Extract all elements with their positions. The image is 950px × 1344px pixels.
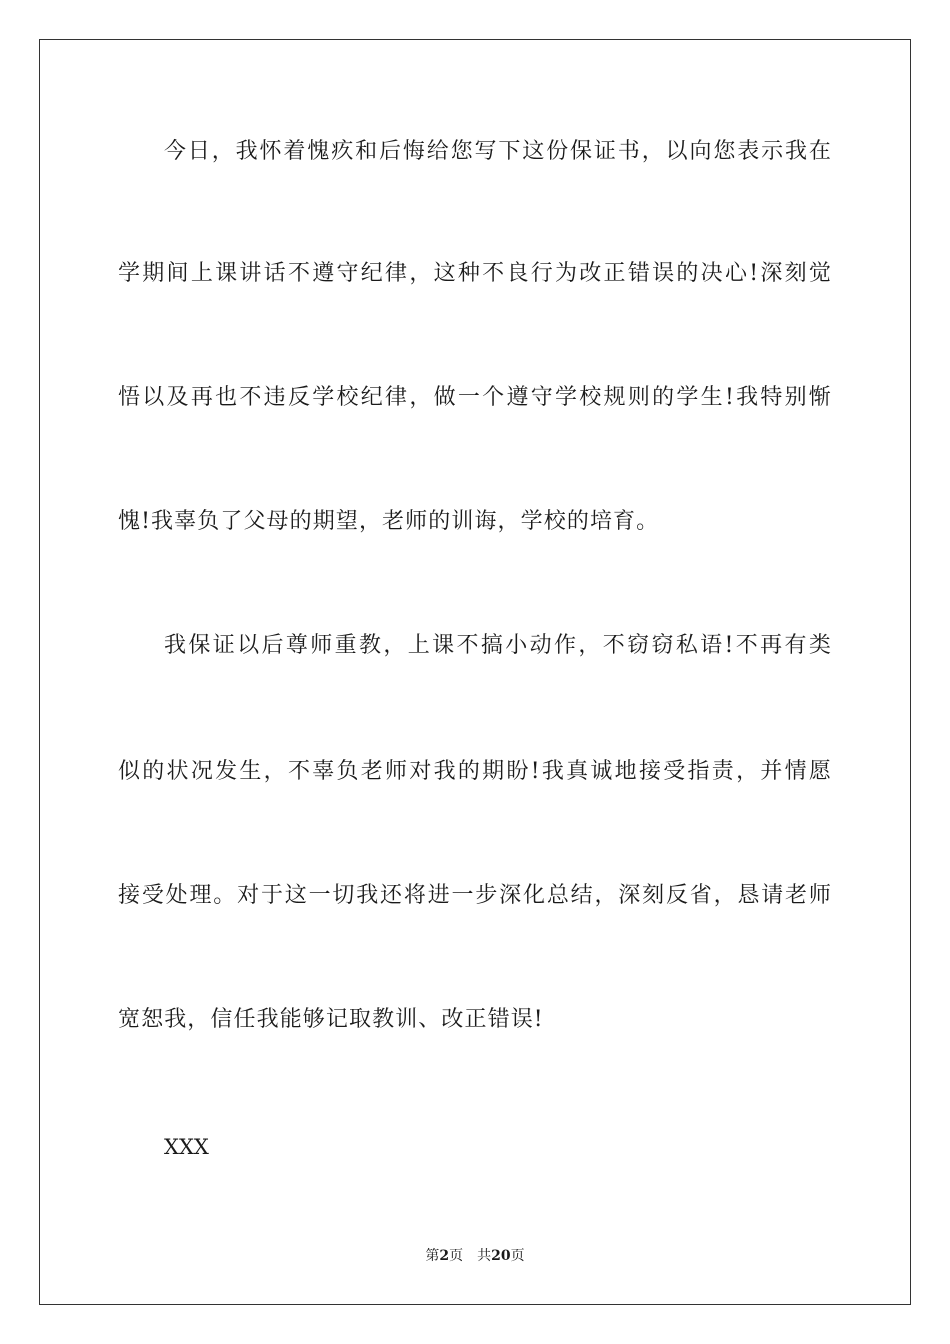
paragraph-1-line-2: 学期间上课讲话不遵守纪律，这种不良行为改正错误的决心!深刻觉 (118, 261, 832, 286)
paragraph-1-line-4: 愧!我辜负了父母的期望，老师的训诲，学校的培育。 (118, 509, 660, 534)
page-footer (0, 1247, 950, 1265)
paragraph-1-line-1: 今日，我怀着愧疚和后悔给您写下这份保证书，以向您表示我在 (164, 139, 832, 164)
paragraph-2-line-2: 似的状况发生，不辜负老师对我的期盼!我真诚地接受指责，并情愿 (118, 759, 832, 784)
page-number: 2 (439, 1248, 450, 1264)
total-suffix: 页 (510, 1248, 525, 1264)
total-prefix: 共 (477, 1248, 492, 1264)
paragraph-2-line-3: 接受处理。对于这一切我还将进一步深化总结，深刻反省，恳请老师 (118, 883, 832, 908)
paragraph-1-line-3: 悟以及再也不违反学校纪律，做一个遵守学校规则的学生!我特别惭 (118, 385, 832, 410)
signature: XXX (164, 1135, 209, 1159)
page-suffix: 页 (449, 1248, 464, 1264)
page-border (39, 39, 911, 1305)
paragraph-2-line-4: 宽恕我，信任我能够记取教训、改正错误! (118, 1007, 544, 1032)
total-pages: 20 (491, 1248, 511, 1264)
page-prefix: 第 (425, 1248, 440, 1264)
paragraph-2-line-1: 我保证以后尊师重教，上课不搞小动作，不窃窃私语!不再有类 (164, 633, 832, 658)
